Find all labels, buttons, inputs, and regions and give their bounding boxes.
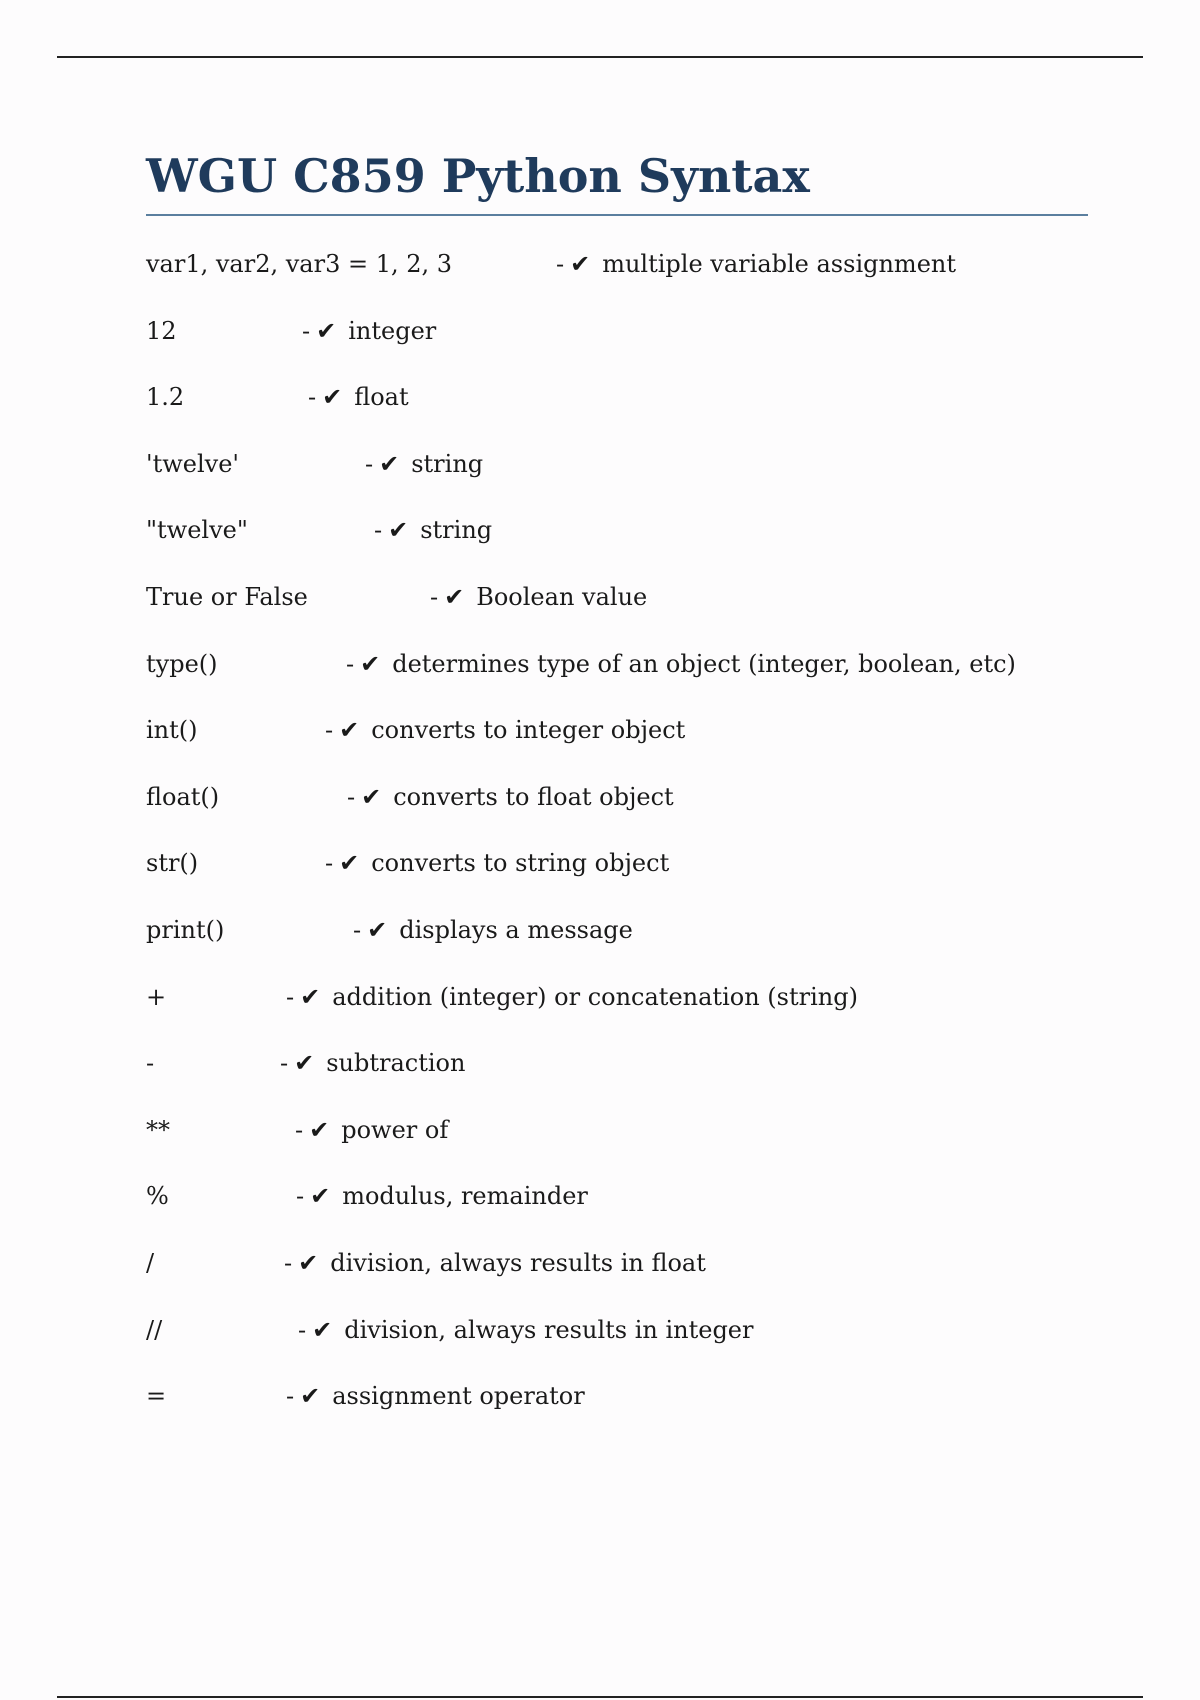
syntax-term: // [146,1315,163,1344]
syntax-definition [347,777,674,817]
checkmark-icon: ✔ [367,915,388,944]
syntax-definition [298,1310,753,1350]
syntax-definition [325,843,669,883]
checkmark-icon: ✔ [444,582,465,611]
definition-text: string [411,449,484,478]
dash-separator: - [556,250,565,278]
checkmark-icon: ✔ [298,1248,319,1277]
syntax-term: + [146,982,167,1011]
syntax-term: type() [146,649,218,678]
definition-text: subtraction [326,1049,466,1078]
list-item [146,1110,1106,1177]
dash-separator: - [284,1248,293,1277]
list-item [146,777,1106,844]
definition-text: assignment operator [332,1382,585,1411]
checkmark-icon: ✔ [379,449,400,478]
list-item [146,644,1106,711]
list-item [146,510,1106,577]
dash-separator: - [353,915,362,944]
definition-text: Boolean value [476,582,648,611]
syntax-list [146,244,1106,1443]
syntax-definition [374,510,492,550]
list-item [146,1243,1106,1310]
definition-text: division, always results in integer [344,1315,754,1344]
dash-separator: - [346,649,355,678]
syntax-definition [308,377,409,417]
checkmark-icon: ✔ [339,716,360,745]
syntax-term: / [146,1248,155,1277]
list-item [146,1176,1106,1243]
definition-text: integer [348,316,437,345]
list-item [146,1376,1106,1443]
checkmark-icon: ✔ [339,849,360,878]
definition-text: float [354,383,409,412]
dash-separator: - [325,849,334,878]
definition-text: determines type of an object (integer, boolean, etc) [392,649,1016,678]
definition-text: converts to integer object [371,716,686,745]
syntax-term: str() [146,849,199,878]
dash-separator: - [430,582,439,611]
definition-text: string [420,516,493,545]
page-title: WGU C859 Python Syntax [146,149,810,203]
syntax-term: 12 [146,316,177,345]
list-item [146,377,1106,444]
syntax-term: 'twelve' [146,449,240,478]
syntax-definition [296,1176,588,1216]
syntax-definition [284,1243,706,1283]
list-item [146,1310,1106,1377]
definition-text: converts to float object [393,782,674,811]
dash-separator: - [302,316,311,345]
checkmark-icon: ✔ [322,383,343,412]
syntax-term: float() [146,782,220,811]
list-item [146,311,1106,378]
list-item [146,577,1106,644]
checkmark-icon: ✔ [309,1115,330,1144]
list-item [146,710,1106,777]
syntax-definition [430,577,647,617]
checkmark-icon: ✔ [360,649,381,678]
dash-separator: - [325,716,334,745]
checkmark-icon: ✔ [310,1182,331,1211]
dash-separator: - [286,1382,295,1411]
syntax-term: True or False [146,582,308,611]
syntax-definition [295,1110,448,1150]
dash-separator: - [280,1049,289,1078]
dash-separator: - [308,383,317,412]
definition-text: addition (integer) or concatenation (string) [332,982,858,1011]
title-underline [146,214,1088,216]
dash-separator: - [347,782,356,811]
syntax-definition [556,244,956,284]
checkmark-icon: ✔ [388,516,409,545]
checkmark-icon: ✔ [361,782,382,811]
bottom-divider [57,1696,1143,1698]
syntax-term: ** [146,1115,170,1144]
definition-text: converts to string object [371,849,670,878]
syntax-term: "twelve" [146,516,248,545]
list-item [146,843,1106,910]
syntax-term: print() [146,915,225,944]
checkmark-icon: ✔ [300,1382,321,1411]
syntax-definition [286,977,858,1017]
dash-separator: - [374,516,383,545]
checkmark-icon: ✔ [300,982,321,1011]
syntax-term: 1.2 [146,383,185,412]
definition-text: displays a message [399,915,633,944]
list-item [146,1043,1106,1110]
syntax-definition [286,1376,585,1416]
dash-separator: - [286,982,295,1011]
definition-text: modulus, remainder [342,1182,588,1211]
syntax-definition [346,644,1016,684]
list-item [146,910,1106,977]
syntax-term: % [146,1182,169,1211]
dash-separator: - [296,1182,305,1211]
dash-separator: - [298,1315,307,1344]
checkmark-icon: ✔ [312,1315,333,1344]
syntax-term: - [146,1049,155,1078]
list-item [146,977,1106,1044]
definition-text: multiple variable assignment [602,250,956,278]
syntax-definition [302,311,436,351]
list-item [146,244,1106,311]
top-divider [57,56,1143,58]
syntax-definition [325,710,685,750]
syntax-term: = [146,1382,167,1411]
list-item [146,444,1106,511]
syntax-definition [280,1043,465,1083]
dash-separator: - [365,449,374,478]
checkmark-icon: ✔ [316,316,337,345]
syntax-definition [365,444,483,484]
syntax-term: int() [146,716,198,745]
definition-text: division, always results in float [330,1248,706,1277]
definition-text: power of [341,1115,449,1144]
syntax-definition [353,910,633,950]
syntax-term: var1, var2, var3 = 1, 2, 3 [146,250,453,278]
dash-separator: - [295,1115,304,1144]
checkmark-icon: ✔ [570,250,591,278]
checkmark-icon: ✔ [294,1049,315,1078]
